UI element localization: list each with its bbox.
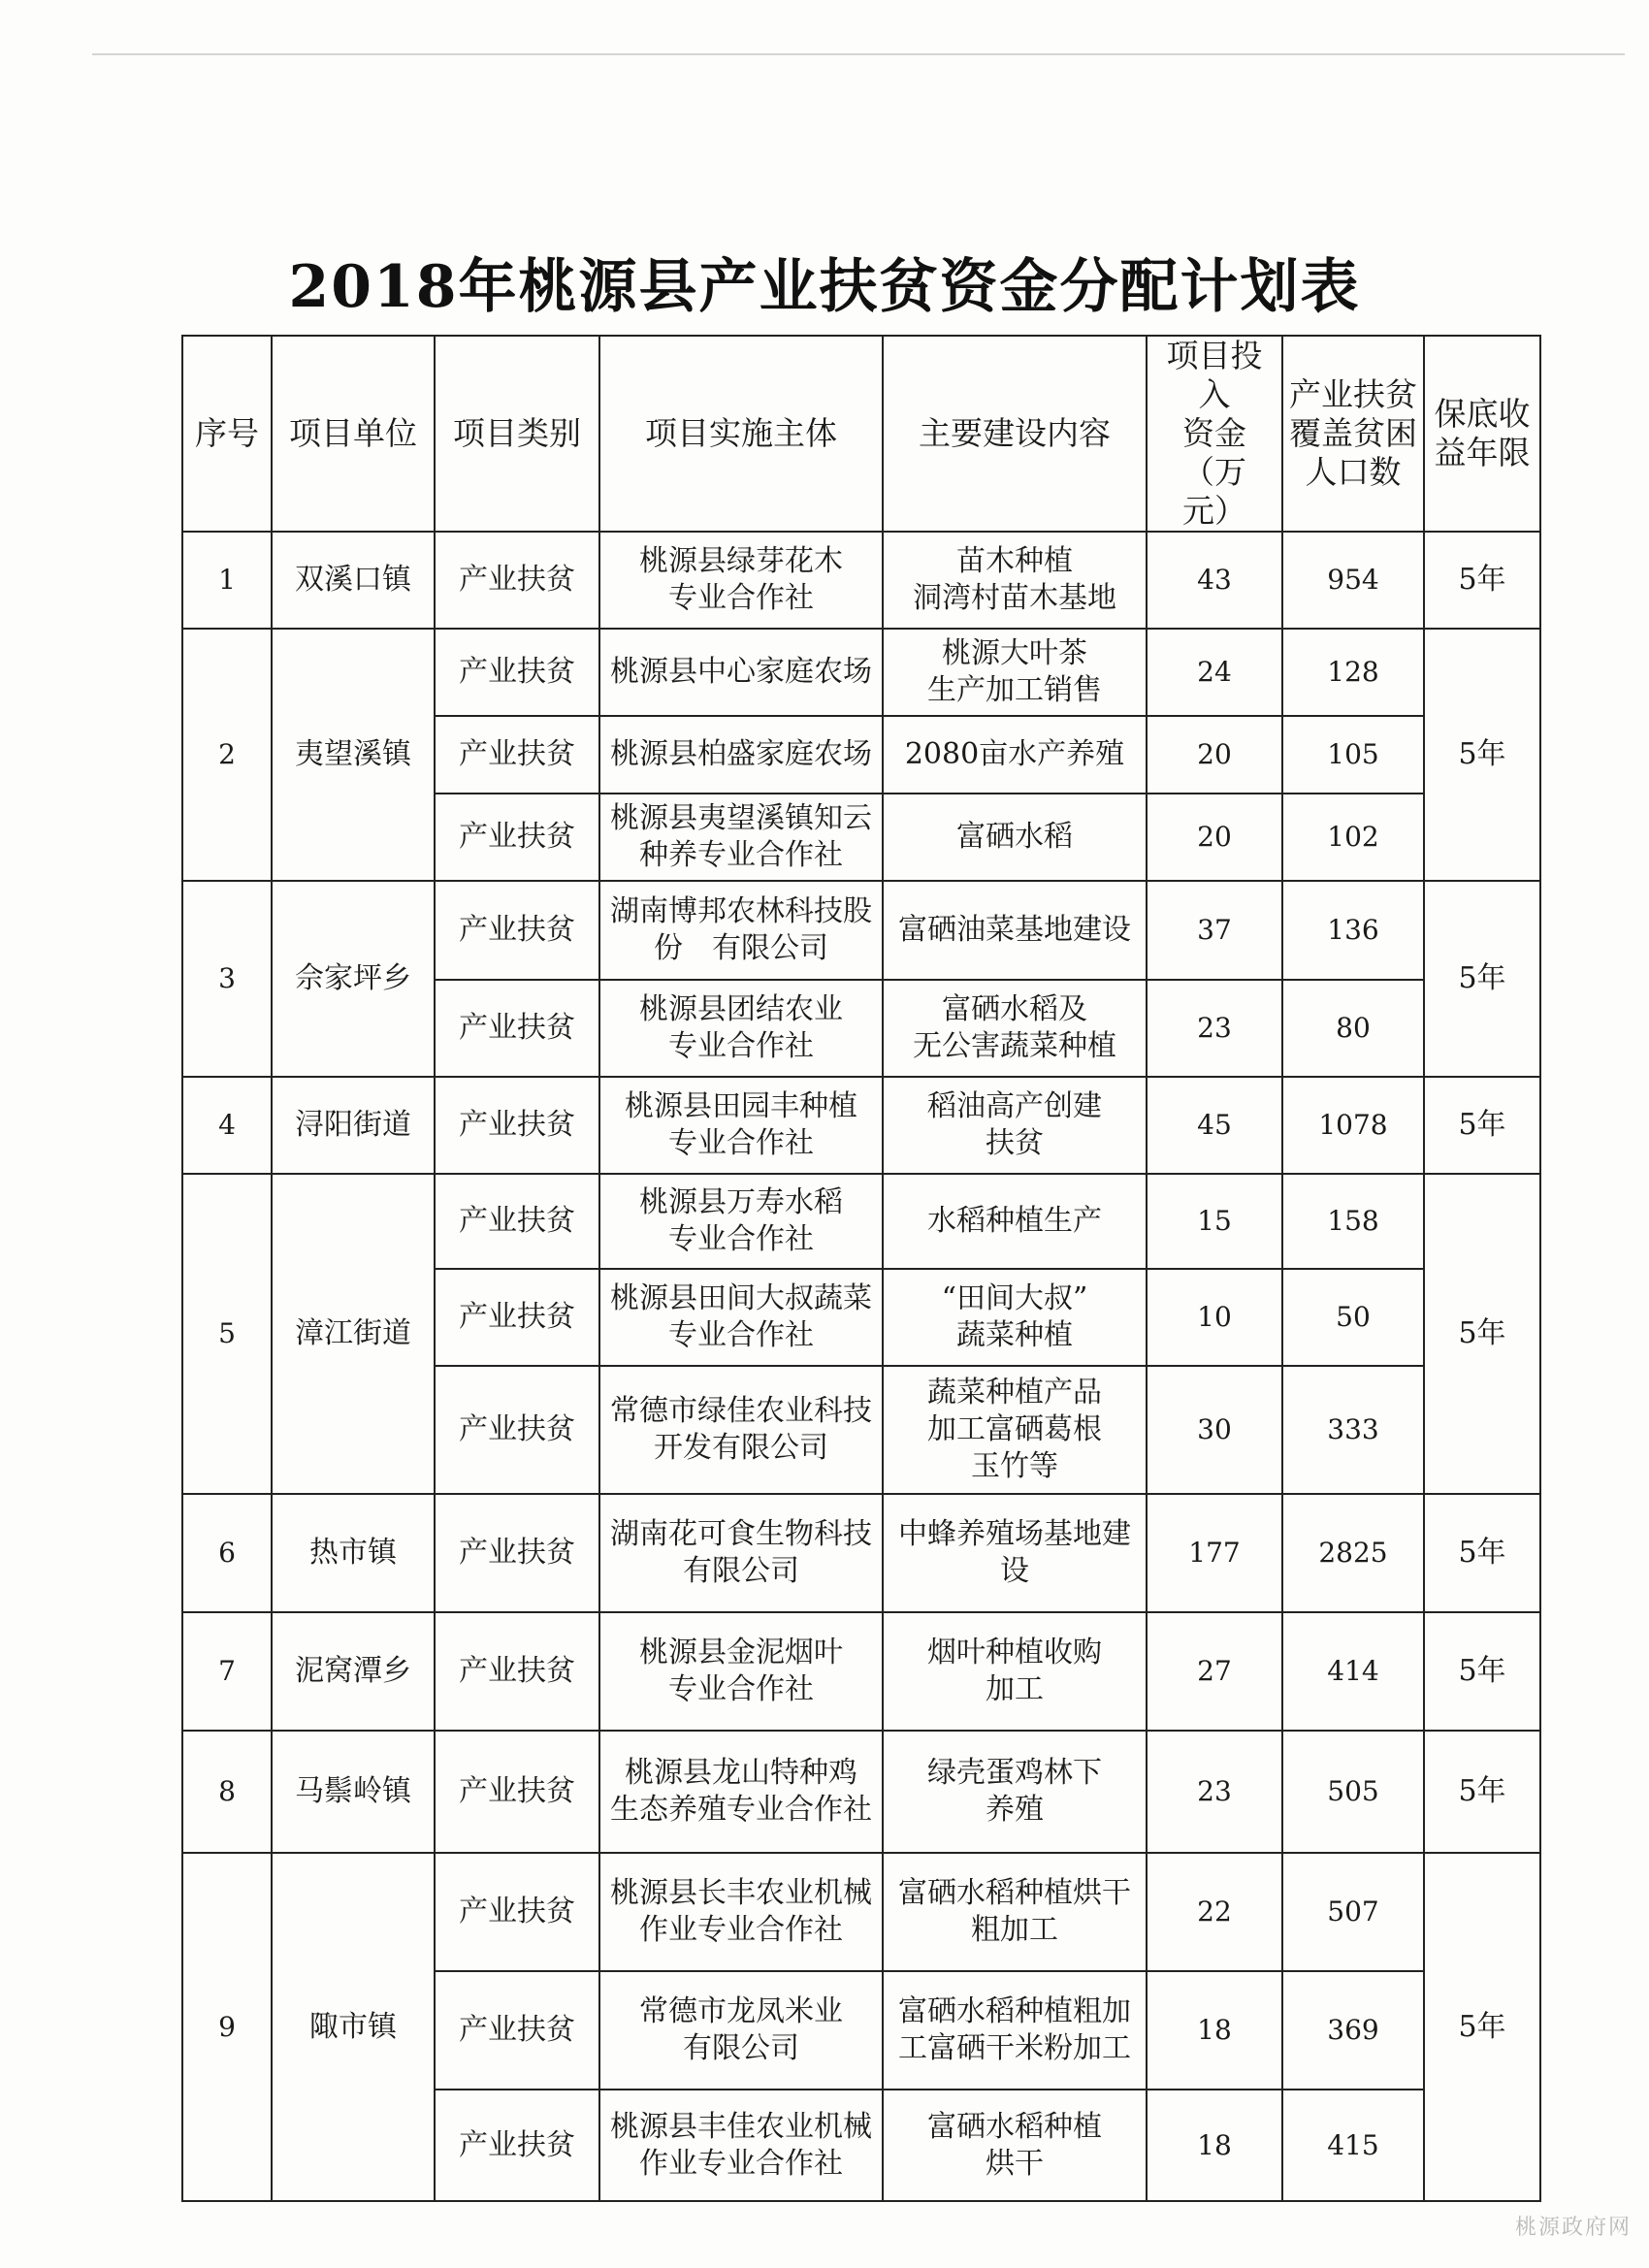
cell-entity-line: 有限公司 [683, 2031, 799, 2065]
cell-entity [599, 716, 883, 794]
header-funds [1147, 336, 1282, 532]
cell-content-line: 富硒水稻 [956, 820, 1073, 854]
cell-entity-line: 桃源县丰佳农业机械 [610, 2109, 872, 2144]
cell-category: 产业扶贫 [435, 1612, 599, 1731]
cell-content-line: 富硒油菜基地建设 [898, 913, 1131, 947]
header-term-line: 益年限 [1434, 434, 1531, 471]
cell-funds: 27 [1147, 1612, 1282, 1731]
header-term [1424, 336, 1540, 532]
cell-funds: 23 [1147, 1731, 1282, 1853]
header-row [182, 336, 1540, 532]
header-population-line: 产业扶贫 [1289, 375, 1417, 413]
cell-content-line: 扶贫 [986, 1126, 1044, 1160]
cell-entity [599, 1077, 883, 1174]
table-row [182, 1731, 1540, 1853]
cell-content-line: 玉竹等 [971, 1449, 1058, 1483]
cell-population: 954 [1282, 532, 1424, 629]
cell-entity [599, 1494, 883, 1612]
cell-content-line: 水稻种植生产 [927, 1204, 1102, 1238]
cell-content [883, 881, 1147, 980]
header-funds-line: 资金（万 [1182, 414, 1246, 491]
cell-entity-line: 有限公司 [683, 1554, 799, 1588]
cell-unit: 双溪口镇 [272, 532, 435, 629]
cell-content [883, 1077, 1147, 1174]
cell-category: 产业扶贫 [435, 629, 599, 716]
header-population-line: 覆盖贫困 [1289, 414, 1417, 452]
cell-content [883, 794, 1147, 881]
cell-unit: 漳江街道 [272, 1174, 435, 1494]
cell-entity-line: 专业合作社 [668, 581, 814, 615]
cell-entity-line: 桃源县中心家庭农场 [610, 655, 872, 689]
cell-entity-line: 桃源县万寿水稻 [639, 1185, 843, 1219]
table-row [182, 1174, 1540, 1269]
cell-entity-line: 桃源县龙山特种鸡 [625, 1756, 857, 1790]
cell-entity-line: 种养专业合作社 [639, 838, 843, 872]
cell-content-line: 养殖 [986, 1793, 1044, 1827]
cell-entity-line: 生态养殖专业合作社 [610, 1793, 872, 1827]
cell-content [883, 1366, 1147, 1494]
cell-content [883, 629, 1147, 716]
cell-content-line: 蔬菜种植 [956, 1318, 1073, 1352]
cell-entity [599, 881, 883, 980]
cell-index: 8 [182, 1731, 272, 1853]
table-row [182, 1077, 1540, 1174]
cell-unit: 佘家坪乡 [272, 881, 435, 1077]
cell-entity-line: 湖南花可食生物科技 [610, 1517, 872, 1551]
cell-term: 5年 [1424, 532, 1540, 629]
cell-population: 369 [1282, 1971, 1424, 2090]
cell-entity [599, 629, 883, 716]
cell-content [883, 1731, 1147, 1853]
table-row [182, 629, 1540, 716]
header-entity: 项目实施主体 [599, 336, 883, 532]
cell-funds: 37 [1147, 881, 1282, 980]
cell-term: 5年 [1424, 1731, 1540, 1853]
header-index: 序号 [182, 336, 272, 532]
cell-content [883, 1269, 1147, 1366]
header-term-line: 保底收 [1434, 395, 1531, 433]
cell-content [883, 1494, 1147, 1612]
cell-entity-line: 桃源县柏盛家庭农场 [610, 737, 872, 771]
cell-population: 102 [1282, 794, 1424, 881]
cell-population: 50 [1282, 1269, 1424, 1366]
cell-content-line: 桃源大叶茶 [942, 636, 1087, 670]
cell-index: 4 [182, 1077, 272, 1174]
table-row [182, 881, 1540, 980]
cell-entity-line: 专业合作社 [668, 1672, 814, 1706]
cell-content-line: “田间大叔” [941, 1281, 1088, 1315]
cell-funds: 20 [1147, 716, 1282, 794]
cell-category: 产业扶贫 [435, 980, 599, 1077]
cell-population: 128 [1282, 629, 1424, 716]
cell-entity [599, 980, 883, 1077]
cell-funds: 30 [1147, 1366, 1282, 1494]
cell-term: 5年 [1424, 1174, 1540, 1494]
cell-entity [599, 1731, 883, 1853]
cell-entity [599, 1612, 883, 1731]
cell-term: 5年 [1424, 1077, 1540, 1174]
cell-index: 2 [182, 629, 272, 881]
watermark-site-name: 桃源政府网 [1514, 2216, 1632, 2240]
cell-content-line: 设 [1000, 1554, 1029, 1588]
cell-entity-line: 份 有限公司 [654, 931, 828, 965]
cell-category: 产业扶贫 [435, 1077, 599, 1174]
cell-term: 5年 [1424, 881, 1540, 1077]
header-content: 主要建设内容 [883, 336, 1147, 532]
cell-content-line: 蔬菜种植产品 [927, 1376, 1102, 1409]
cell-population: 105 [1282, 716, 1424, 794]
cell-index: 6 [182, 1494, 272, 1612]
cell-unit: 浔阳街道 [272, 1077, 435, 1174]
cell-entity [599, 794, 883, 881]
page-title: 2018年桃源县产业扶贫资金分配计划表 [288, 253, 1361, 321]
cell-entity-line: 作业专业合作社 [639, 2146, 843, 2181]
cell-funds: 45 [1147, 1077, 1282, 1174]
cell-unit: 热市镇 [272, 1494, 435, 1612]
cell-index: 1 [182, 532, 272, 629]
cell-funds: 10 [1147, 1269, 1282, 1366]
cell-entity-line: 专业合作社 [668, 1029, 814, 1063]
cell-category: 产业扶贫 [435, 716, 599, 794]
cell-entity-line: 桃源县田园丰种植 [625, 1089, 857, 1123]
cell-funds: 18 [1147, 2090, 1282, 2201]
cell-content-line: 烟叶种植收购 [927, 1636, 1102, 1669]
cell-population: 136 [1282, 881, 1424, 980]
funding-plan-table [181, 335, 1541, 2202]
table-row [182, 1494, 1540, 1612]
cell-category: 产业扶贫 [435, 881, 599, 980]
cell-content-line: 中蜂养殖场基地建 [898, 1517, 1131, 1551]
header-population [1282, 336, 1424, 532]
cell-category: 产业扶贫 [435, 2090, 599, 2201]
cell-entity-line: 专业合作社 [668, 1222, 814, 1256]
cell-population: 2825 [1282, 1494, 1424, 1612]
cell-funds: 20 [1147, 794, 1282, 881]
cell-entity-line: 湖南博邦农林科技股 [610, 894, 872, 928]
cell-category: 产业扶贫 [435, 1174, 599, 1269]
cell-entity-line: 开发有限公司 [654, 1431, 828, 1465]
cell-term: 5年 [1424, 1612, 1540, 1731]
cell-unit: 泥窝潭乡 [272, 1612, 435, 1731]
cell-entity [599, 1174, 883, 1269]
cell-content-line: 无公害蔬菜种植 [913, 1029, 1116, 1063]
cell-entity-line: 桃源县田间大叔蔬菜 [610, 1281, 872, 1315]
cell-term: 5年 [1424, 1494, 1540, 1612]
cell-index: 5 [182, 1174, 272, 1494]
cell-content-line: 稻油高产创建 [927, 1089, 1102, 1123]
cell-content-line: 苗木种植 [956, 544, 1073, 578]
cell-content-line: 加工富硒葛根 [927, 1412, 1102, 1446]
cell-unit: 夷望溪镇 [272, 629, 435, 881]
cell-category: 产业扶贫 [435, 1494, 599, 1612]
table-row [182, 1853, 1540, 1971]
cell-funds: 43 [1147, 532, 1282, 629]
cell-content [883, 1174, 1147, 1269]
cell-funds: 177 [1147, 1494, 1282, 1612]
cell-content [883, 716, 1147, 794]
cell-funds: 23 [1147, 980, 1282, 1077]
cell-entity [599, 1366, 883, 1494]
cell-content [883, 980, 1147, 1077]
cell-population: 415 [1282, 2090, 1424, 2201]
cell-funds: 22 [1147, 1853, 1282, 1971]
cell-category: 产业扶贫 [435, 1269, 599, 1366]
header-population-line: 人口数 [1305, 453, 1402, 491]
cell-content-line: 绿壳蛋鸡林下 [927, 1756, 1102, 1790]
header-category: 项目类别 [435, 336, 599, 532]
cell-content-line: 2080亩水产养殖 [904, 737, 1125, 771]
header-funds-line: 元） [1182, 492, 1246, 530]
cell-content-line: 生产加工销售 [927, 673, 1102, 707]
cell-content-line: 工富硒干米粉加工 [898, 2031, 1131, 2065]
cell-content-line: 洞湾村苗木基地 [913, 581, 1116, 615]
cell-entity [599, 2090, 883, 2201]
cell-entity-line: 桃源县团结农业 [639, 992, 843, 1026]
table-row [182, 1612, 1540, 1731]
cell-entity-line: 桃源县夷望溪镇知云 [610, 801, 872, 835]
cell-index: 3 [182, 881, 272, 1077]
cell-population: 158 [1282, 1174, 1424, 1269]
cell-category: 产业扶贫 [435, 532, 599, 629]
cell-entity-line: 常德市绿佳农业科技 [610, 1394, 872, 1428]
cell-entity-line: 桃源县金泥烟叶 [639, 1636, 843, 1669]
cell-content-line: 烘干 [986, 2146, 1044, 2181]
cell-content [883, 532, 1147, 629]
cell-category: 产业扶贫 [435, 1853, 599, 1971]
cell-funds: 24 [1147, 629, 1282, 716]
cell-entity-line: 作业专业合作社 [639, 1913, 843, 1947]
cell-entity-line: 常德市龙凤米业 [639, 1994, 843, 2028]
cell-funds: 18 [1147, 1971, 1282, 2090]
table-row [182, 532, 1540, 629]
header-funds-line: 项目投入 [1166, 337, 1263, 413]
cell-content [883, 1853, 1147, 1971]
header-unit: 项目单位 [272, 336, 435, 532]
cell-term: 5年 [1424, 629, 1540, 881]
cell-content-line: 富硒水稻及 [942, 992, 1087, 1026]
cell-category: 产业扶贫 [435, 794, 599, 881]
cell-content [883, 2090, 1147, 2201]
cell-entity-line: 专业合作社 [668, 1318, 814, 1352]
cell-content-line: 加工 [986, 1672, 1044, 1706]
cell-index: 9 [182, 1853, 272, 2201]
cell-population: 333 [1282, 1366, 1424, 1494]
cell-index: 7 [182, 1612, 272, 1731]
cell-content-line: 富硒水稻种植 [927, 2109, 1102, 2144]
cell-content-line: 富硒水稻种植烘干 [898, 1876, 1131, 1910]
cell-funds: 15 [1147, 1174, 1282, 1269]
cell-entity [599, 532, 883, 629]
cell-content-line: 粗加工 [971, 1913, 1058, 1947]
scan-top-rule [92, 53, 1625, 55]
cell-category: 产业扶贫 [435, 1366, 599, 1494]
cell-term: 5年 [1424, 1853, 1540, 2201]
cell-entity-line: 专业合作社 [668, 1126, 814, 1160]
cell-entity-line: 桃源县绿芽花木 [639, 544, 843, 578]
cell-unit: 陬市镇 [272, 1853, 435, 2201]
cell-content-line: 富硒水稻种植粗加 [898, 1994, 1131, 2028]
cell-unit: 马鬃岭镇 [272, 1731, 435, 1853]
cell-category: 产业扶贫 [435, 1731, 599, 1853]
cell-entity-line: 桃源县长丰农业机械 [610, 1876, 872, 1910]
cell-population: 505 [1282, 1731, 1424, 1853]
cell-entity [599, 1269, 883, 1366]
cell-content [883, 1612, 1147, 1731]
cell-population: 1078 [1282, 1077, 1424, 1174]
cell-entity [599, 1971, 883, 2090]
cell-population: 80 [1282, 980, 1424, 1077]
cell-population: 507 [1282, 1853, 1424, 1971]
cell-content [883, 1971, 1147, 2090]
cell-category: 产业扶贫 [435, 1971, 599, 2090]
cell-entity [599, 1853, 883, 1971]
cell-population: 414 [1282, 1612, 1424, 1731]
